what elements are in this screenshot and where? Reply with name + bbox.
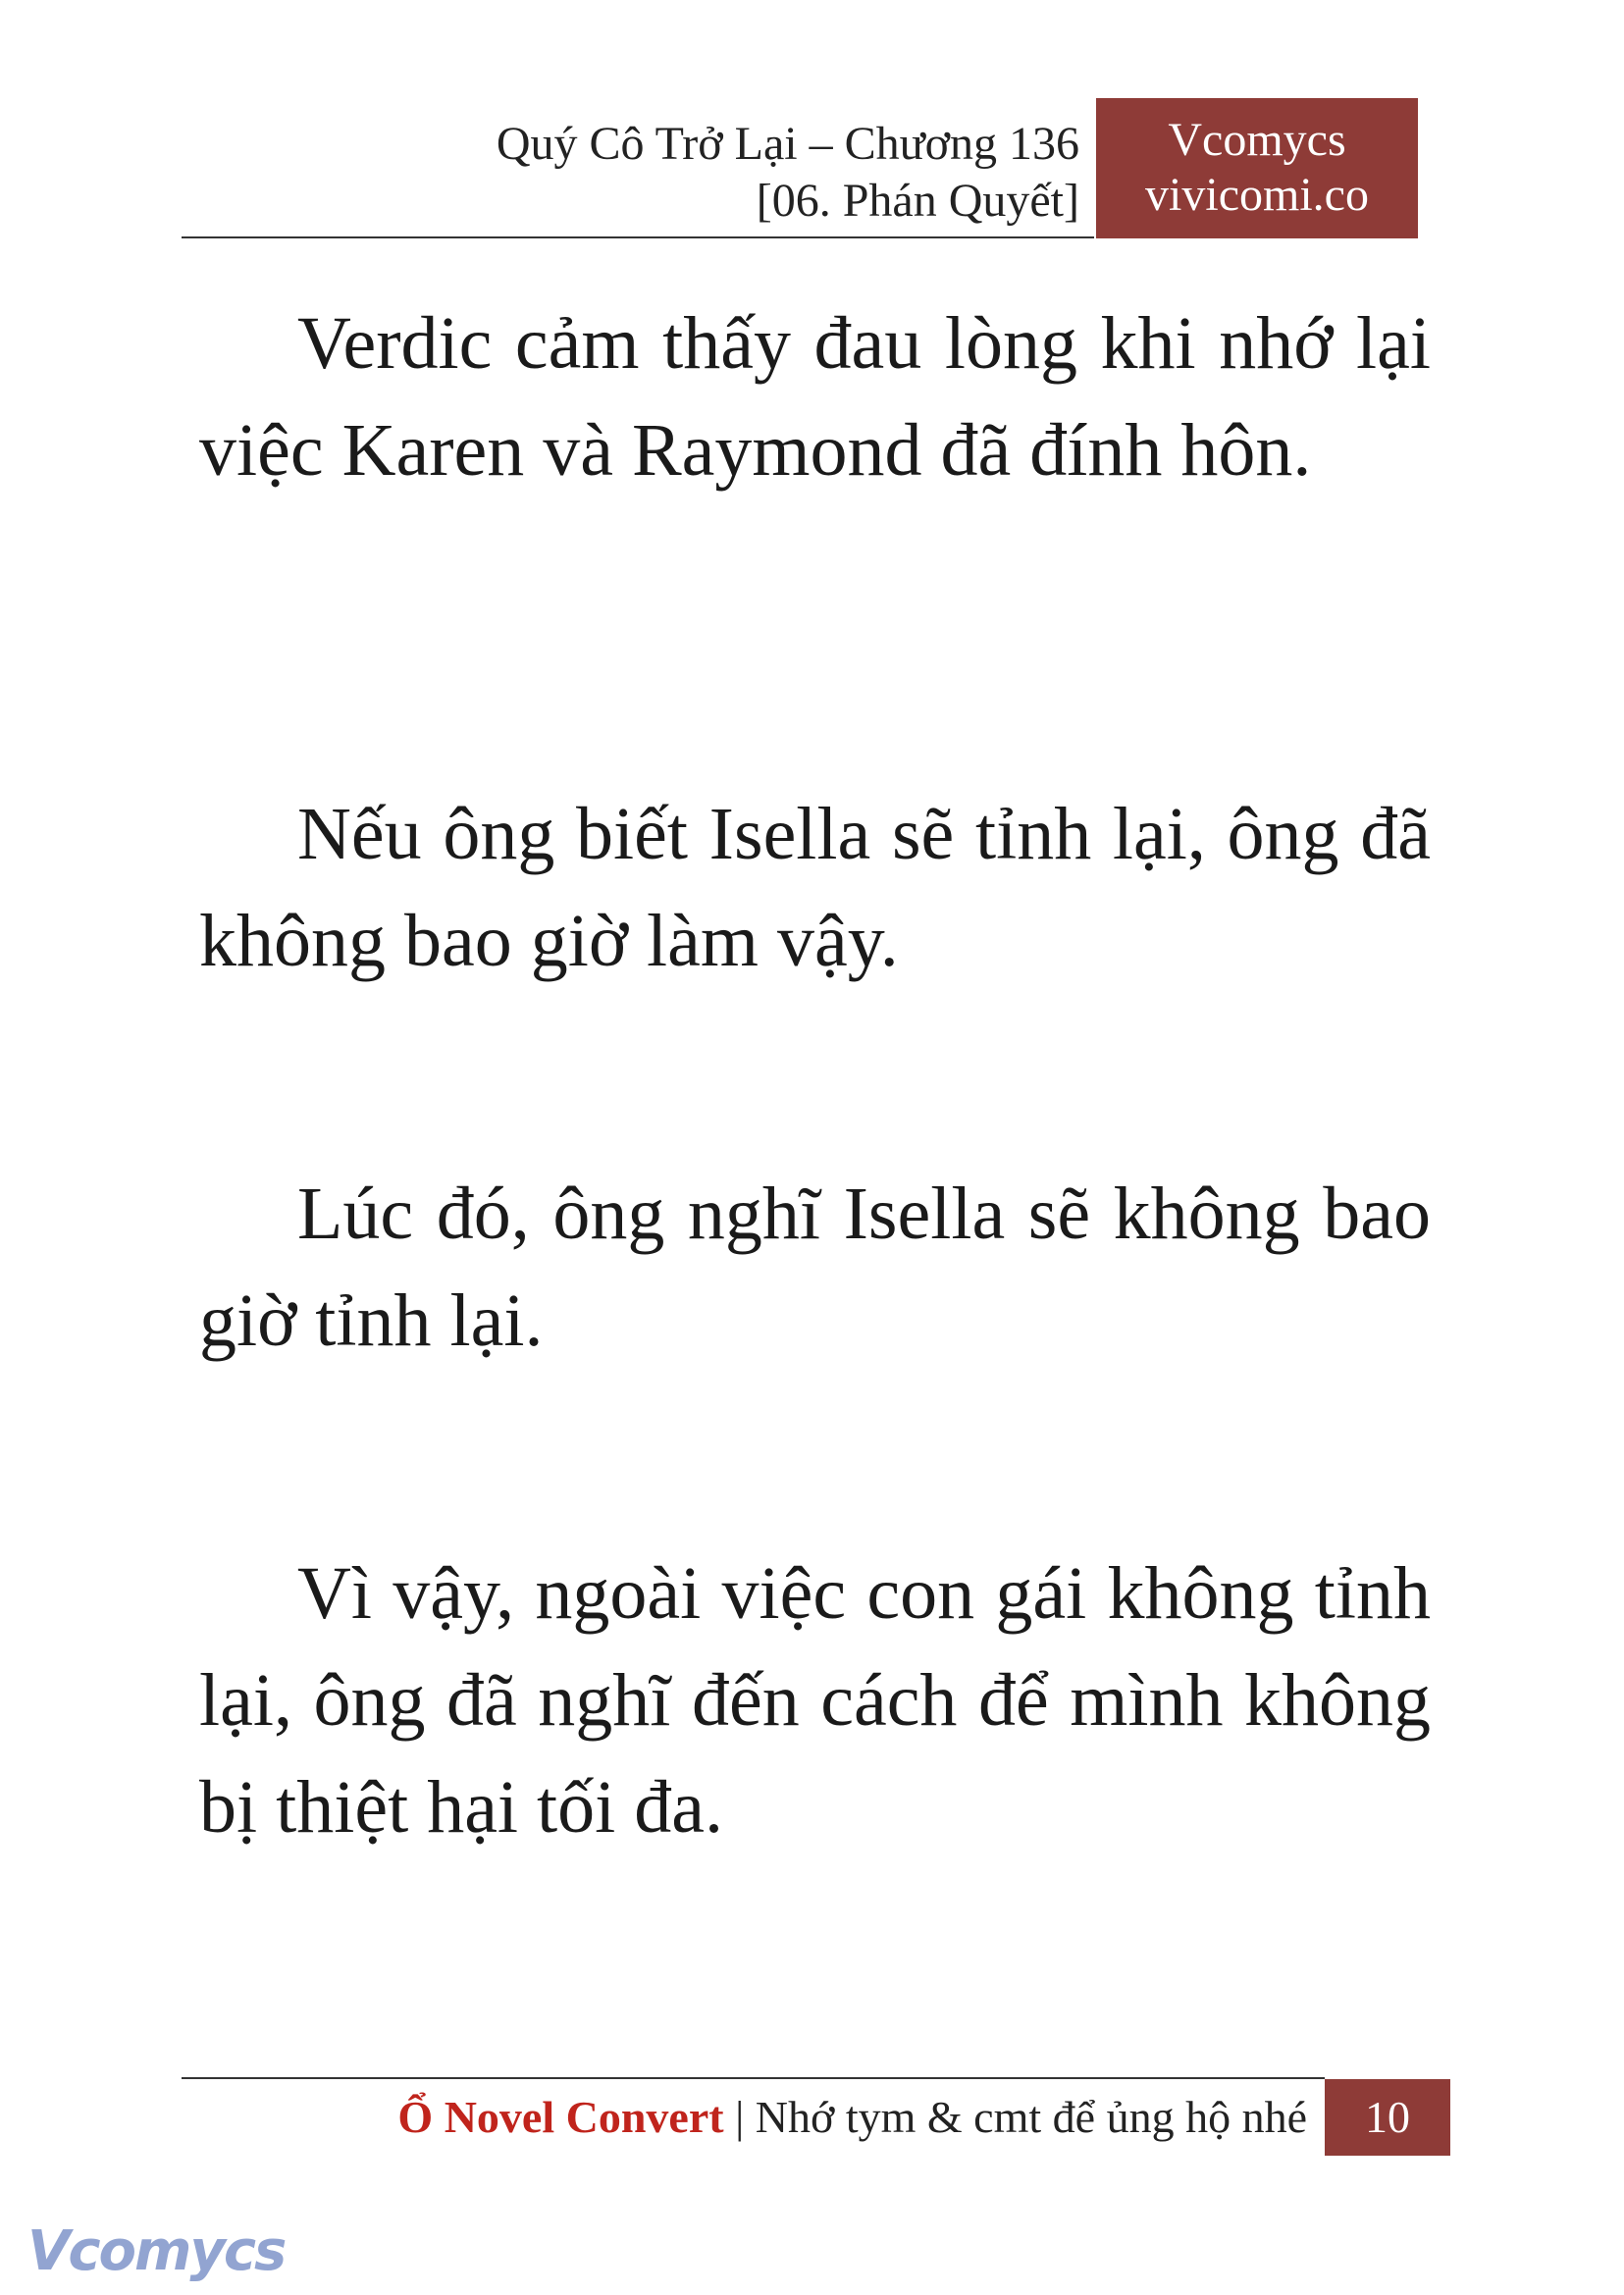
brand-website: vivicomi.co (1145, 169, 1369, 221)
chapter-header (294, 116, 1079, 230)
footer-message: Nhớ tym & cmt để ủng hộ nhé (755, 2092, 1307, 2142)
footer (186, 2088, 1307, 2147)
footer-separator: | (723, 2092, 756, 2142)
paragraph-4 (199, 1540, 1431, 1861)
page-number: 10 (1325, 2079, 1450, 2156)
paragraph-text: Verdic cảm thấy đau lòng khi nhớ lại việc Karen và Raymond đã đính hôn. (199, 302, 1431, 492)
header-divider (182, 236, 1094, 238)
chapter-title: Quý Cô Trở Lại – Chương 136 (496, 118, 1079, 170)
brand-badge (1096, 98, 1418, 238)
footer-divider (182, 2077, 1325, 2079)
brand-name: Vcomycs (1168, 114, 1346, 166)
footer-brand: Ổ Novel Convert (397, 2092, 724, 2142)
paragraph-2 (199, 781, 1431, 995)
chapter-subtitle: [06. Phán Quyết] (756, 175, 1079, 227)
watermark-logo: Vcomycs (27, 2219, 286, 2283)
paragraph-text: Vì vậy, ngoài việc con gái không tỉnh lại, ông đã nghĩ đến cách để mình không bị thiệt hại tối đa. (199, 1552, 1431, 1849)
paragraph-3 (199, 1161, 1431, 1375)
paragraph-1 (199, 290, 1431, 504)
paragraph-text: Nếu ông biết Isella sẽ tỉnh lại, ông đã không bao giờ làm vậy. (199, 793, 1431, 982)
paragraph-text: Lúc đó, ông nghĩ Isella sẽ không bao giờ tỉnh lại. (199, 1173, 1431, 1362)
